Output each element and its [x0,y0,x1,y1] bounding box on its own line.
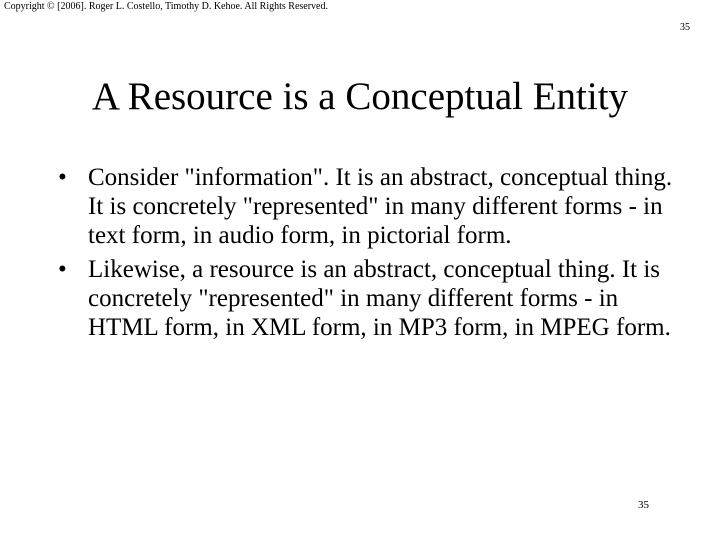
bullet-item [58,163,688,250]
copyright-notice: Copyright © [2006]. Roger L. Costello, Timothy D. Kehoe. All Rights Reserved. [4,1,328,12]
bullet-list [58,163,688,347]
page-number-top: 35 [680,22,690,33]
bullet-text: Consider "information". It is an abstract, conceptual thing. It is concretely "represented" in many different forms - in text form, in audio form, in pictorial form. [88,164,673,249]
bullet-text: Likewise, a resource is an abstract, conceptual thing. It is concretely "represented" in many different forms - in HTML form, in XML form, in MP3 form, in MPEG form. [88,256,671,341]
slide-title: A Resource is a Conceptual Entity [91,75,629,118]
page-number-bottom: 35 [638,499,649,511]
bullet-item [58,255,688,342]
bullet-dot-icon: • [58,164,67,191]
bullet-dot-icon: • [58,256,67,283]
